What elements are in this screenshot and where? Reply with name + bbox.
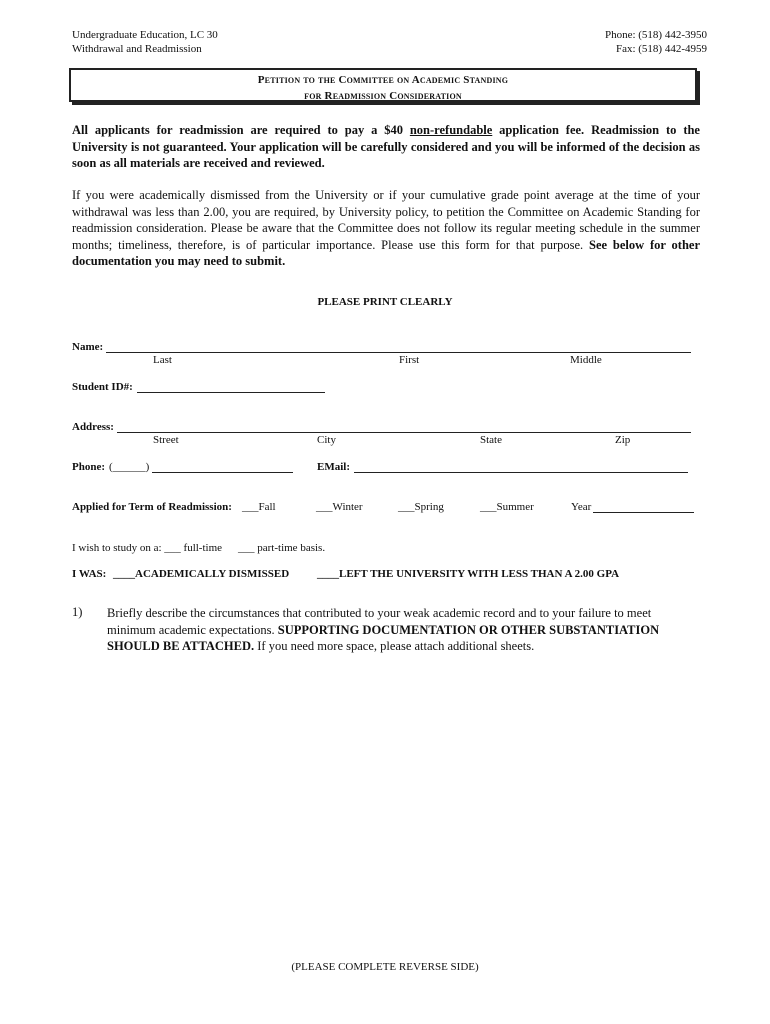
intro-part2: application fee. Readmission to the University is not guaranteed. Your application will be carefully considered and you will be informed of the decision as soon as all materials are received and reviewed. [72, 123, 700, 170]
question-1-text [107, 605, 667, 655]
policy-bold: See below for other documentation you may need to submit. [72, 237, 701, 268]
address-zip-caption: Zip [615, 434, 631, 446]
intro-underlined: non-refundable [409, 123, 493, 137]
term-summer-option[interactable]: ___Summer [480, 501, 534, 513]
intro-notice [72, 122, 700, 172]
name-field[interactable] [106, 340, 691, 353]
form-title-line2: for Readmission Consideration [304, 90, 462, 102]
office-name: Undergraduate Education, LC 30 [72, 29, 218, 41]
study-parttime-option[interactable]: ___ part-time basis. [238, 542, 326, 554]
name-middle-caption: Middle [570, 354, 602, 366]
phone-number: Phone: (518) 442-3950 [604, 29, 707, 41]
footer-note: (PLEASE COMPLETE REVERSE SIDE) [291, 961, 479, 973]
email-field[interactable] [354, 460, 688, 473]
intro-part1: All applicants for readmission are required to pay a $40 [72, 123, 410, 137]
study-fulltime-option[interactable]: I wish to study on a: ___ full-time [72, 542, 223, 554]
term-label: Applied for Term of Readmission: [72, 501, 232, 513]
form-subject: Withdrawal and Readmission [72, 43, 202, 55]
question-1-answer-area[interactable] [72, 690, 700, 940]
left-university-option[interactable]: ____LEFT THE UNIVERSITY WITH LESS THAN A 2.00 GPA [317, 568, 620, 580]
policy-text: If you were academically dismissed from the University or if your cumulative grade point average at the time of your withdrawal was less than 2.00, you are required, by University policy, to petition the Committee on Academic Standing for readmission consideration. Please be aware that the Committee does not follow its regular meeting schedule in the summer months; timeliness, therefore, is of particular importance. Please use this form for that purpose. [72, 188, 700, 252]
question-1-part1: Briefly describe the circumstances that contributed to your weak academic record and to your failure to meet minimum academic expectations. [107, 606, 652, 637]
question-1-part2: If you need more space, please attach additional sheets. [254, 639, 535, 653]
name-last-caption: Last [153, 354, 172, 366]
address-field[interactable] [117, 420, 691, 433]
academically-dismissed-option[interactable]: ____ACADEMICALLY DISMISSED [113, 568, 290, 580]
term-fall-option[interactable]: ___Fall [242, 501, 276, 513]
header-left [72, 28, 218, 56]
term-winter-option[interactable]: ___Winter [316, 501, 363, 513]
form-title-line1: Petition to the Committee on Academic Standing [257, 74, 509, 86]
header-right [605, 28, 707, 56]
i-was-label: I WAS: [72, 568, 107, 580]
address-city-caption: City [317, 434, 336, 446]
question-1-bold: SUPPORTING DOCUMENTATION OR OTHER SUBSTANTIATION SHOULD BE ATTACHED. [107, 622, 660, 653]
address-state-caption: State [480, 434, 502, 446]
phone-area-code[interactable]: (______) [109, 461, 150, 473]
name-first-caption: First [399, 354, 420, 366]
student-id-field[interactable] [137, 380, 325, 393]
term-spring-option[interactable]: ___Spring [398, 501, 444, 513]
email-label: EMail: [317, 461, 350, 473]
form-title-box [69, 68, 697, 102]
name-label: Name: [72, 341, 104, 353]
term-year-label: Year [571, 501, 592, 513]
fax-number: Fax: (518) 442-4959 [615, 43, 707, 55]
question-1-number: 1) [72, 605, 83, 619]
phone-label: Phone: [72, 461, 105, 473]
term-year-field[interactable] [593, 500, 694, 513]
print-clearly-heading: PLEASE PRINT CLEARLY [317, 296, 453, 308]
address-street-caption: Street [153, 434, 179, 446]
student-id-label: Student ID#: [72, 381, 133, 393]
address-label: Address: [72, 421, 114, 433]
phone-field[interactable] [152, 460, 293, 473]
policy-paragraph [72, 187, 700, 270]
